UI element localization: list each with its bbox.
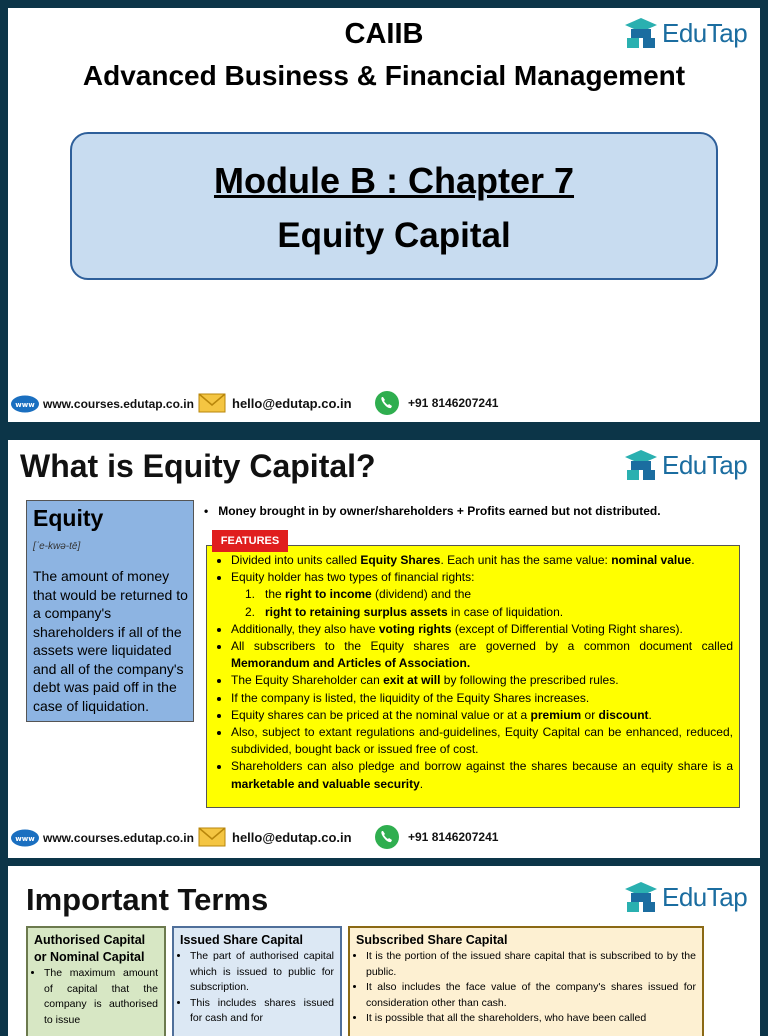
term-point: • This includes shares issued for cash and for [190, 996, 334, 1027]
graduation-cap-icon [624, 448, 658, 482]
term-point: • It is the portion of the issued share capital that is subscribed to by the public. [366, 949, 696, 980]
phone-number[interactable]: +91 8146207241 [408, 830, 499, 844]
term-point: • It also includes the face value of the company's shares issued for consideration other than cash. [366, 980, 696, 1011]
feature-item: • Additionally, they also have voting rights (except of Differential Voting Right shares). [231, 621, 733, 638]
feature-item: • Also, subject to extant regulations and-guidelines, Equity Capital can be enhanced, reduced, subdivided, bought back or issued free of cost. [231, 724, 733, 758]
email-link[interactable]: hello@edutap.co.in [232, 396, 352, 411]
contact-footer [10, 390, 570, 418]
term-point: • It is possible that all the shareholders, who have been called [366, 1011, 696, 1027]
term-heading: Authorised Capital or Nominal Capital [34, 933, 146, 964]
email-link[interactable]: hello@edutap.co.in [232, 830, 352, 845]
module-banner [70, 132, 718, 280]
website-link[interactable]: www.courses.edutap.co.in [43, 397, 194, 411]
features-badge: FEATURES [212, 530, 288, 552]
feature-item: • Shareholders can also pledge and borrow against the shares because an equity share is a marketable and valuable security. [231, 758, 733, 792]
feature-item: • The Equity Shareholder can exit at will by following the prescribed rules. [231, 672, 733, 689]
title-slide [8, 8, 760, 422]
equity-capital-slide [8, 440, 760, 858]
term-point: • The part of authorised capital which is issued to public for subscription. [190, 949, 334, 996]
right-item: 2. right to retaining surplus assets in case of liquidation. [245, 604, 564, 619]
feature-item: • Equity holder has two types of financial rights: 1. the right to income (dividend) and the 2. right to retaining surplus assets in case of liquidation. [231, 569, 733, 621]
course-title: CAIIB [344, 18, 424, 50]
svg-text:www: www [15, 835, 35, 843]
module-label: Module B : Chapter 7 [213, 160, 575, 201]
edutap-logo [624, 878, 754, 918]
logo-text: EduTap [662, 882, 748, 912]
slide-title: Important Terms [26, 882, 269, 917]
svg-text:www: www [15, 401, 35, 409]
definition-text: The amount of money that would be returned to a company's shareholders if all of the assets were liquidated and all of the company's debt was paid off in the case of liquidation. [33, 568, 188, 714]
definition-heading: Equity [33, 505, 104, 531]
graduation-cap-icon [624, 880, 658, 914]
summary-point: • Money brought in by owner/shareholders + Profits earned but not distributed. [204, 504, 661, 518]
globe-www-icon [10, 829, 40, 847]
term-heading: Subscribed Share Capital [356, 933, 508, 947]
slide-title: What is Equity Capital? [20, 448, 376, 484]
feature-item: • Equity shares can be priced at the nominal value or at a premium or discount. [231, 707, 733, 724]
phone-number[interactable]: +91 8146207241 [408, 396, 499, 410]
chapter-title: Equity Capital [277, 216, 511, 255]
feature-item: • Divided into units called Equity Shares. Each unit has the same value: nominal value. [231, 552, 733, 569]
logo-text: EduTap [662, 18, 748, 48]
website-link[interactable]: www.courses.edutap.co.in [43, 831, 194, 845]
equity-definition-card [26, 500, 194, 722]
term-heading: Issued Share Capital [180, 933, 303, 947]
subscribed-capital-card [348, 926, 704, 1036]
pronunciation: [ˈe-kwə-tē] [33, 541, 81, 552]
envelope-icon [198, 392, 226, 414]
important-terms-slide [8, 866, 760, 1036]
issued-capital-card [172, 926, 342, 1036]
edutap-logo [624, 446, 754, 486]
right-item: 1. the right to income (dividend) and the [245, 587, 472, 602]
features-box [206, 545, 740, 808]
contact-footer [10, 824, 570, 852]
phone-icon [374, 390, 400, 416]
term-point: • The maximum amount of capital that the company is authorised to issue [44, 966, 158, 1028]
feature-item: • If the company is listed, the liquidity of the Equity Shares increases. [231, 690, 733, 707]
course-subtitle: Advanced Business & Financial Management [82, 60, 686, 91]
envelope-icon [198, 826, 226, 848]
globe-www-icon [10, 395, 40, 413]
feature-item: • All subscribers to the Equity shares are governed by a common document called Memorandum and Articles of Association. [231, 638, 733, 672]
logo-text: EduTap [662, 450, 748, 480]
authorised-capital-card [26, 926, 166, 1036]
phone-icon [374, 824, 400, 850]
